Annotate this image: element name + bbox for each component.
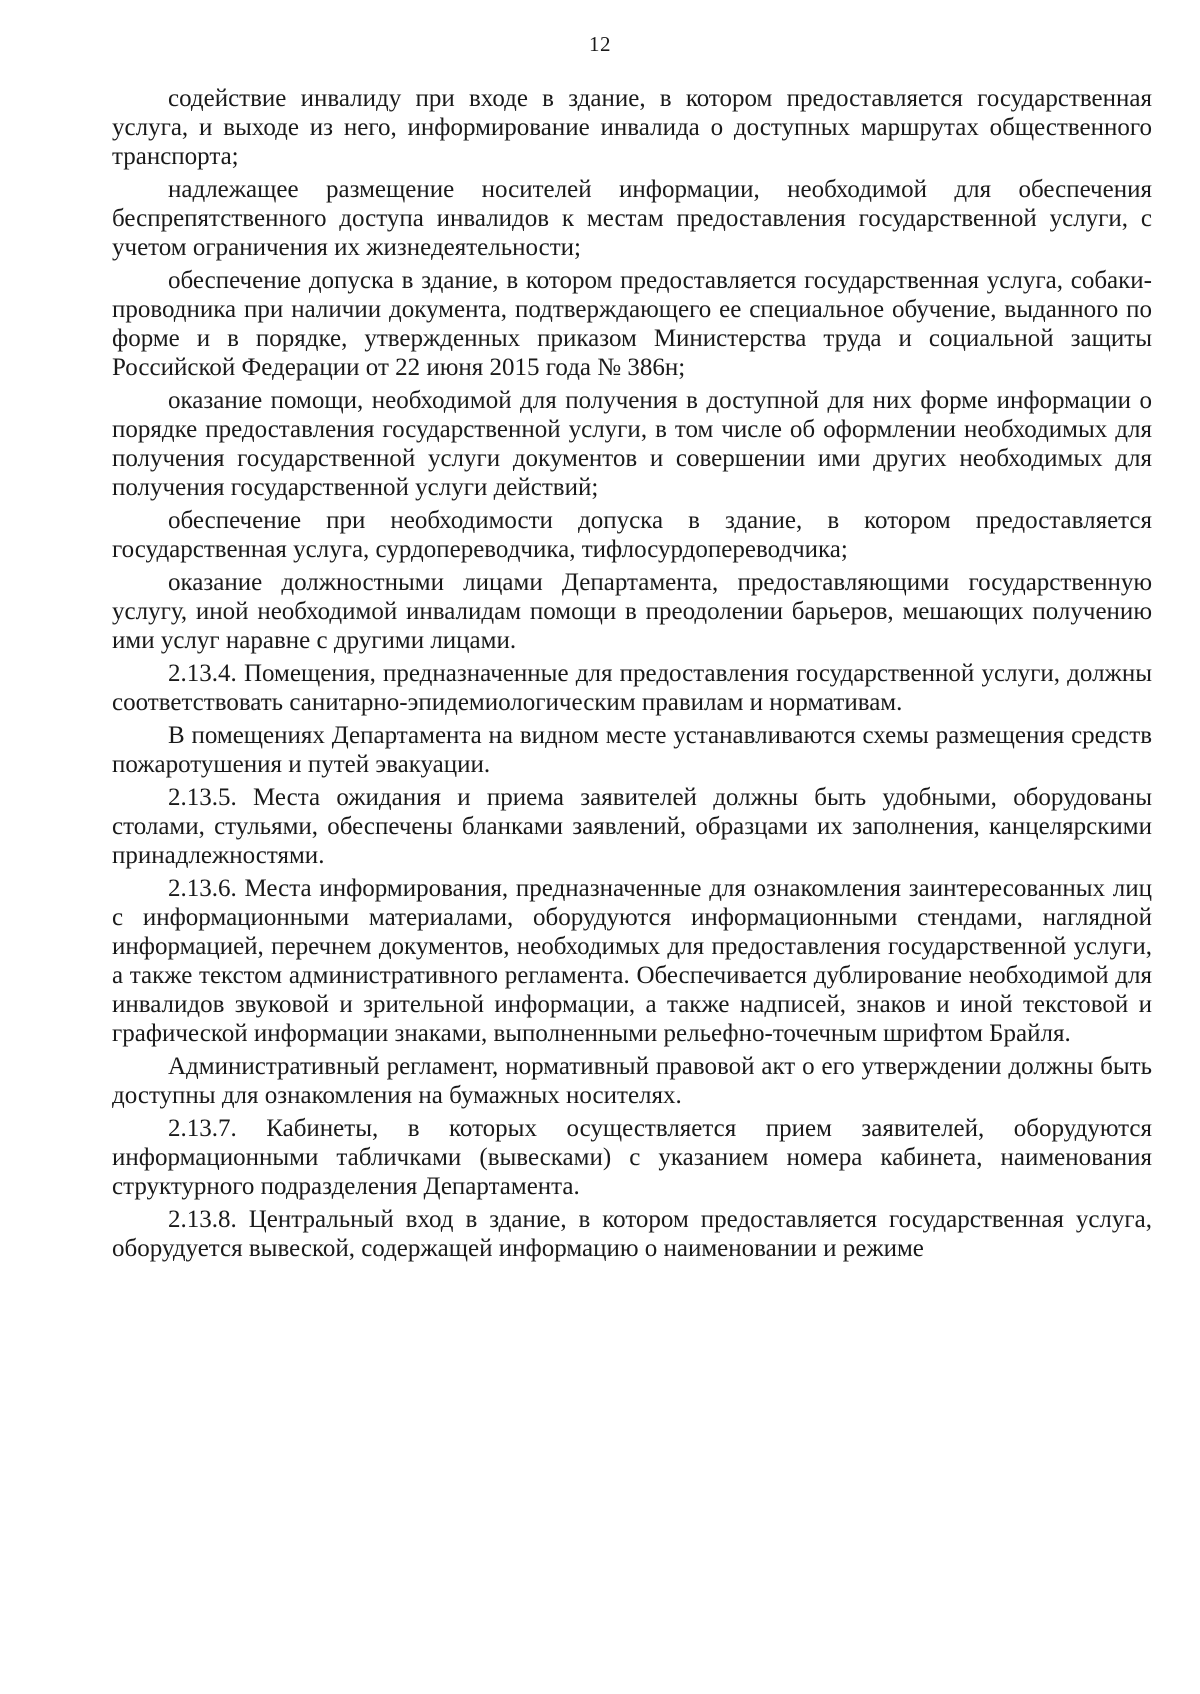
paragraph-assist-entry: содействие инвалиду при входе в здание, в котором предоставляется государственная услуга, и выходе из него, информирование инвалида о доступных маршрутах общественного транспорта; [112,85,1152,170]
paragraph-regulation-availability: Административный регламент, нормативный правовой акт о его утверждении должны быть доступны для ознакомления на бумажных носителях. [112,1053,1152,1109]
paragraph-2-13-6: 2.13.6. Места информирования, предназначенные для ознакомления заинтересованных лиц с информационными материалами, оборудуются информационными стендами, наглядной информацией, перечнем документов, необходимых для предоставления государственной услуги, а также текстом административного регламента. Обеспечивается дублирование необходимой для инвалидов звуковой и зрительной информации, а также надписей, знаков и иной текстовой и графической информации знаками, выполненными рельефно-точечным шрифтом Брайля. [112,875,1152,1047]
paragraph-sign-interpreter-access: обеспечение при необходимости допуска в здание, в котором предоставляется государственная услуга, сурдопереводчика, тифлосурдопереводчика; [112,507,1152,563]
paragraph-2-13-8: 2.13.8. Центральный вход в здание, в котором предоставляется государственная услуга, оборудуется вывеской, содержащей информацию о наименовании и режиме [112,1206,1152,1262]
document-body [112,84,1152,1267]
paragraph-evacuation-schemes: В помещениях Департамента на видном месте устанавливаются схемы размещения средств пожаротушения и путей эвакуации. [112,722,1152,778]
paragraph-2-13-5: 2.13.5. Места ожидания и приема заявителей должны быть удобными, оборудованы столами, стульями, обеспечены бланками заявлений, образцами их заполнения, канцелярскими принадлежностями. [112,784,1152,869]
page-number: 12 [589,32,611,56]
paragraph-information-carriers: надлежащее размещение носителей информации, необходимой для обеспечения беспрепятственного доступа инвалидов к местам предоставления государственной услуги, с учетом ограничения их жизнедеятельности; [112,176,1152,261]
paragraph-2-13-4: 2.13.4. Помещения, предназначенные для предоставления государственной услуги, должны соответствовать санитарно-эпидемиологическим правилам и нормативам. [112,660,1152,716]
paragraph-officials-assistance: оказание должностными лицами Департамента, предоставляющими государственную услугу, иной необходимой инвалидам помощи в преодолении барьеров, мешающих получению ими услуг наравне с другими лицами. [112,569,1152,654]
paragraph-information-assistance: оказание помощи, необходимой для получения в доступной для них форме информации о порядке предоставления государственной услуги, в том числе об оформлении необходимых для получения государственной услуги документов и совершении ими других необходимых для получения государственной услуги действий; [112,387,1152,501]
paragraph-2-13-7: 2.13.7. Кабинеты, в которых осуществляется прием заявителей, оборудуются информационными табличками (вывесками) с указанием номера кабинета, наименования структурного подразделения Департамента. [112,1115,1152,1200]
paragraph-guide-dog-access: обеспечение допуска в здание, в котором предоставляется государственная услуга, собаки-проводника при наличии документа, подтверждающего ее специальное обучение, выданного по форме и в порядке, утвержденных приказом Министерства труда и социальной защиты Российской Федерации от 22 июня 2015 года № 386н; [112,267,1152,381]
